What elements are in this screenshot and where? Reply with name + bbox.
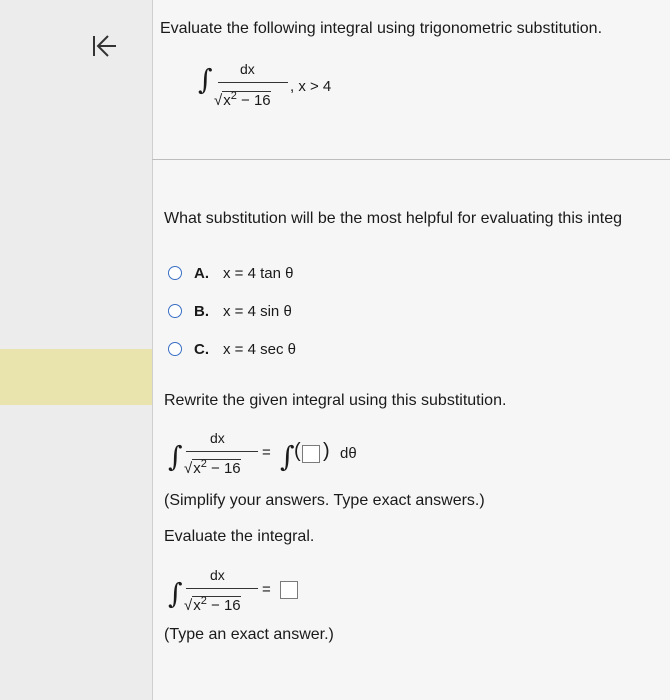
equals-sign-3: = <box>262 581 271 598</box>
highlight-band <box>0 349 152 405</box>
radio-a[interactable] <box>168 266 182 280</box>
option-c-letter: C. <box>194 340 209 358</box>
radio-b[interactable] <box>168 304 182 318</box>
d-theta: dθ <box>340 445 357 462</box>
final-answer-box[interactable] <box>280 581 298 599</box>
integral-numerator-2: dx <box>210 430 225 446</box>
simplify-note: (Simplify your answers. Type exact answers.) <box>164 492 485 509</box>
integral-sign-4: ∫ <box>168 577 183 610</box>
option-b-letter: B. <box>194 302 209 320</box>
section-divider <box>152 159 670 160</box>
question-prompt: Evaluate the following integral using trigonometric substitution. <box>160 20 603 37</box>
paren-open: ( <box>294 440 301 462</box>
integral-denominator-2: $√x^2 - 16$ <box>184 458 241 477</box>
fraction-bar <box>218 82 288 83</box>
evaluate-prompt: Evaluate the integral. <box>164 528 315 545</box>
option-c[interactable] <box>168 338 296 360</box>
back-to-start-icon[interactable] <box>86 28 122 64</box>
option-a[interactable] <box>168 262 293 284</box>
integral-numerator-3: dx <box>210 567 225 583</box>
integral-sign: ∫ <box>198 63 213 96</box>
radicand: $x^2 - 16$ <box>223 90 271 109</box>
option-b-text: x = 4 sin θ <box>223 302 292 320</box>
integral-denominator-3: $√x^2 - 16$ <box>184 595 241 614</box>
integral-denominator <box>214 90 271 109</box>
integral-sign-3: ∫ <box>280 440 295 473</box>
option-a-text: x = 4 tan θ <box>223 264 294 282</box>
integral-condition: , x > 4 <box>290 78 332 95</box>
option-a-letter: A. <box>194 264 209 282</box>
rewrite-prompt: Rewrite the given integral using this substitution. <box>164 392 507 409</box>
fraction-bar-2 <box>186 451 258 452</box>
paren-close: ) <box>323 440 330 462</box>
sqrt-symbol: √ <box>214 92 223 109</box>
fraction-bar-3 <box>186 588 258 589</box>
radio-c[interactable] <box>168 342 182 356</box>
substitution-prompt: What substitution will be the most helpful for evaluating this integ <box>164 210 623 227</box>
exact-answer-note: (Type an exact answer.) <box>164 626 334 643</box>
integral-numerator: dx <box>240 61 255 77</box>
option-b[interactable] <box>168 300 292 322</box>
integrand-answer-box[interactable] <box>302 445 320 463</box>
equals-sign-2: = <box>262 444 271 461</box>
option-c-text: x = 4 sec θ <box>223 340 296 358</box>
integral-sign-2: ∫ <box>168 440 183 473</box>
